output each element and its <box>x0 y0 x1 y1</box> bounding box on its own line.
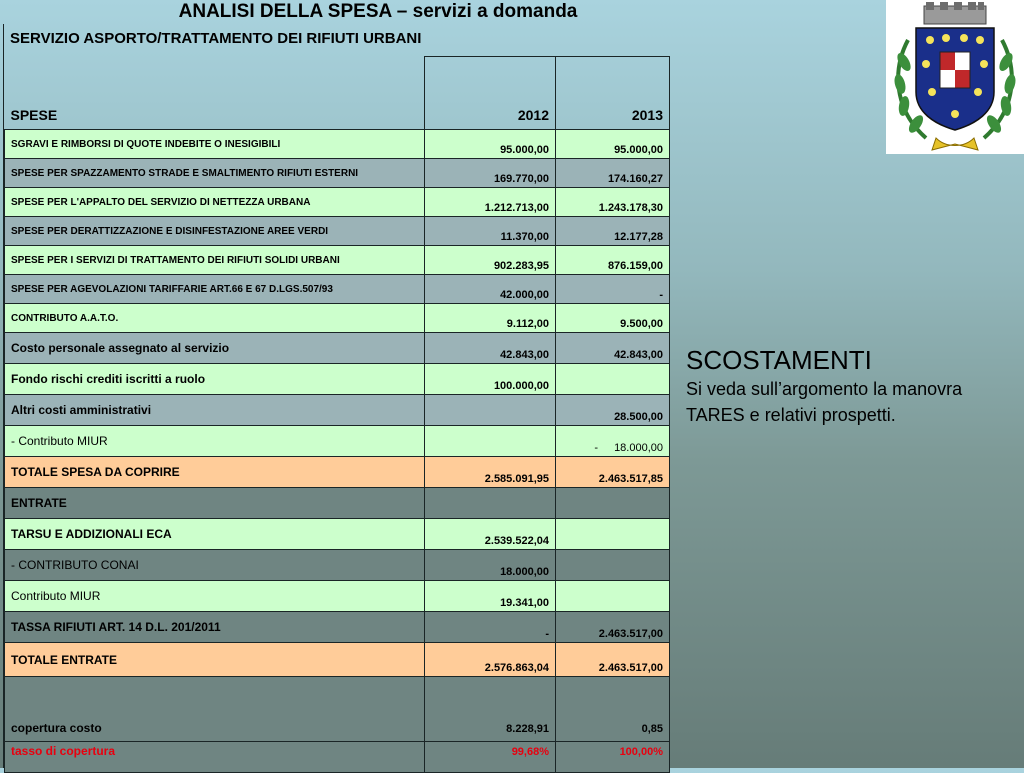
row-label: CONTRIBUTO A.A.T.O. <box>5 304 425 333</box>
table-row <box>5 677 670 742</box>
row-value-2012 <box>425 488 556 519</box>
row-value-2012: 18.000,00 <box>425 550 556 581</box>
table-row <box>5 364 670 395</box>
row-value-2012 <box>425 426 556 457</box>
row-value-2013-amount: 18.000,00 <box>614 442 663 454</box>
side-note-heading: SCOSTAMENTI <box>686 345 872 375</box>
row-label: copertura costo <box>5 677 425 742</box>
expense-table <box>4 56 670 773</box>
row-value-2012: 19.341,00 <box>425 581 556 612</box>
municipal-coat-of-arms-icon <box>886 0 1024 154</box>
row-label: SPESE PER DERATTIZZAZIONE E DISINFESTAZIONE AREE VERDI <box>5 217 425 246</box>
row-value-2012: 42.000,00 <box>425 275 556 304</box>
table-row <box>5 550 670 581</box>
row-label: Altri costi amministrativi <box>5 395 425 426</box>
row-value-2012 <box>425 395 556 426</box>
row-value-2012: 42.843,00 <box>425 333 556 364</box>
table-row <box>5 488 670 519</box>
row-label: SPESE PER SPAZZAMENTO STRADE E SMALTIMENTO RIFIUTI ESTERNI <box>5 159 425 188</box>
row-value-2013 <box>556 550 670 581</box>
row-label: SGRAVI E RIMBORSI DI QUOTE INDEBITE O INESIGIBILI <box>5 130 425 159</box>
row-value-2013 <box>556 581 670 612</box>
row-label: - CONTRIBUTO CONAI <box>5 550 425 581</box>
row-value-2012: 100.000,00 <box>425 364 556 395</box>
table-header-row <box>5 57 670 130</box>
table-row <box>5 188 670 217</box>
row-label: Contributo MIUR <box>5 581 425 612</box>
row-label: Costo personale assegnato al servizio <box>5 333 425 364</box>
row-value-2013: - <box>556 275 670 304</box>
header-label: SPESE <box>10 107 58 123</box>
row-value-2012: 2.585.091,95 <box>425 457 556 488</box>
row-value-2013: 2.463.517,00 <box>556 643 670 677</box>
row-value-2012: - <box>425 612 556 643</box>
table-row <box>5 581 670 612</box>
row-value-2013: 876.159,00 <box>556 246 670 275</box>
header-col-2012: 2012 <box>425 57 556 130</box>
row-value-2012: 8.228,91 <box>425 677 556 742</box>
table-row <box>5 333 670 364</box>
row-value-2012: 9.112,00 <box>425 304 556 333</box>
row-label: tasso di copertura <box>5 742 425 773</box>
row-value-2013: 28.500,00 <box>556 395 670 426</box>
row-value-2012: 902.283,95 <box>425 246 556 275</box>
row-label: TARSU E ADDIZIONALI ECA <box>5 519 425 550</box>
row-value-2012: 2.539.522,04 <box>425 519 556 550</box>
row-label: SPESE PER L'APPALTO DEL SERVIZIO DI NETTEZZA URBANA <box>5 188 425 217</box>
table-row <box>5 217 670 246</box>
table-row-total <box>5 457 670 488</box>
row-label: ENTRATE <box>5 488 425 519</box>
table-row <box>5 275 670 304</box>
row-value-2012: 169.770,00 <box>425 159 556 188</box>
table-row <box>5 612 670 643</box>
page-title: ANALISI DELLA SPESA – servizi a domanda <box>178 1 578 22</box>
row-value-2013: 42.843,00 <box>556 333 670 364</box>
row-value-2013: 2.463.517,00 <box>556 612 670 643</box>
row-label: TASSA RIFIUTI ART. 14 D.L. 201/2011 <box>5 612 425 643</box>
coat-of-arms-graphic <box>886 0 1024 154</box>
header-col-2013: 2013 <box>556 57 670 130</box>
table-row <box>5 519 670 550</box>
row-label: TOTALE ENTRATE <box>5 643 425 677</box>
row-value-2012: 1.212.713,00 <box>425 188 556 217</box>
row-value-2012: 2.576.863,04 <box>425 643 556 677</box>
section-subtitle: SERVIZIO ASPORTO/TRATTAMENTO DEI RIFIUTI URBANI <box>10 30 422 47</box>
table-row <box>5 304 670 333</box>
row-value-2013: 1.243.178,30 <box>556 188 670 217</box>
table-row <box>5 159 670 188</box>
row-value-2012: 95.000,00 <box>425 130 556 159</box>
row-value-2013 <box>556 426 670 457</box>
row-value-2012: 99,68% <box>425 742 556 773</box>
side-note <box>686 344 986 428</box>
dash-mark: - <box>594 442 599 454</box>
row-value-2013: 0,85 <box>556 677 670 742</box>
table-row <box>5 395 670 426</box>
row-value-2013: 95.000,00 <box>556 130 670 159</box>
row-value-2012: 11.370,00 <box>425 217 556 246</box>
table-row <box>5 426 670 457</box>
row-value-2013: 100,00% <box>556 742 670 773</box>
table-row <box>5 246 670 275</box>
row-value-2013: 9.500,00 <box>556 304 670 333</box>
table-row <box>5 130 670 159</box>
row-label: TOTALE SPESA DA COPRIRE <box>5 457 425 488</box>
row-label: - Contributo MIUR <box>5 426 425 457</box>
row-label: SPESE PER I SERVIZI DI TRATTAMENTO DEI RIFIUTI SOLIDI URBANI <box>5 246 425 275</box>
row-value-2013 <box>556 519 670 550</box>
row-value-2013: 174.160,27 <box>556 159 670 188</box>
row-label: SPESE PER AGEVOLAZIONI TARIFFARIE ART.66 E 67 D.LGS.507/93 <box>5 275 425 304</box>
row-value-2013 <box>556 364 670 395</box>
row-value-2013 <box>556 488 670 519</box>
row-value-2013: 2.463.517,85 <box>556 457 670 488</box>
side-note-text: Si veda sull’argomento la manovra TARES e relativi prospetti. <box>686 379 963 425</box>
row-value-2013: 12.177,28 <box>556 217 670 246</box>
row-label: Fondo rischi crediti iscritti a ruolo <box>5 364 425 395</box>
table-row-total <box>5 643 670 677</box>
